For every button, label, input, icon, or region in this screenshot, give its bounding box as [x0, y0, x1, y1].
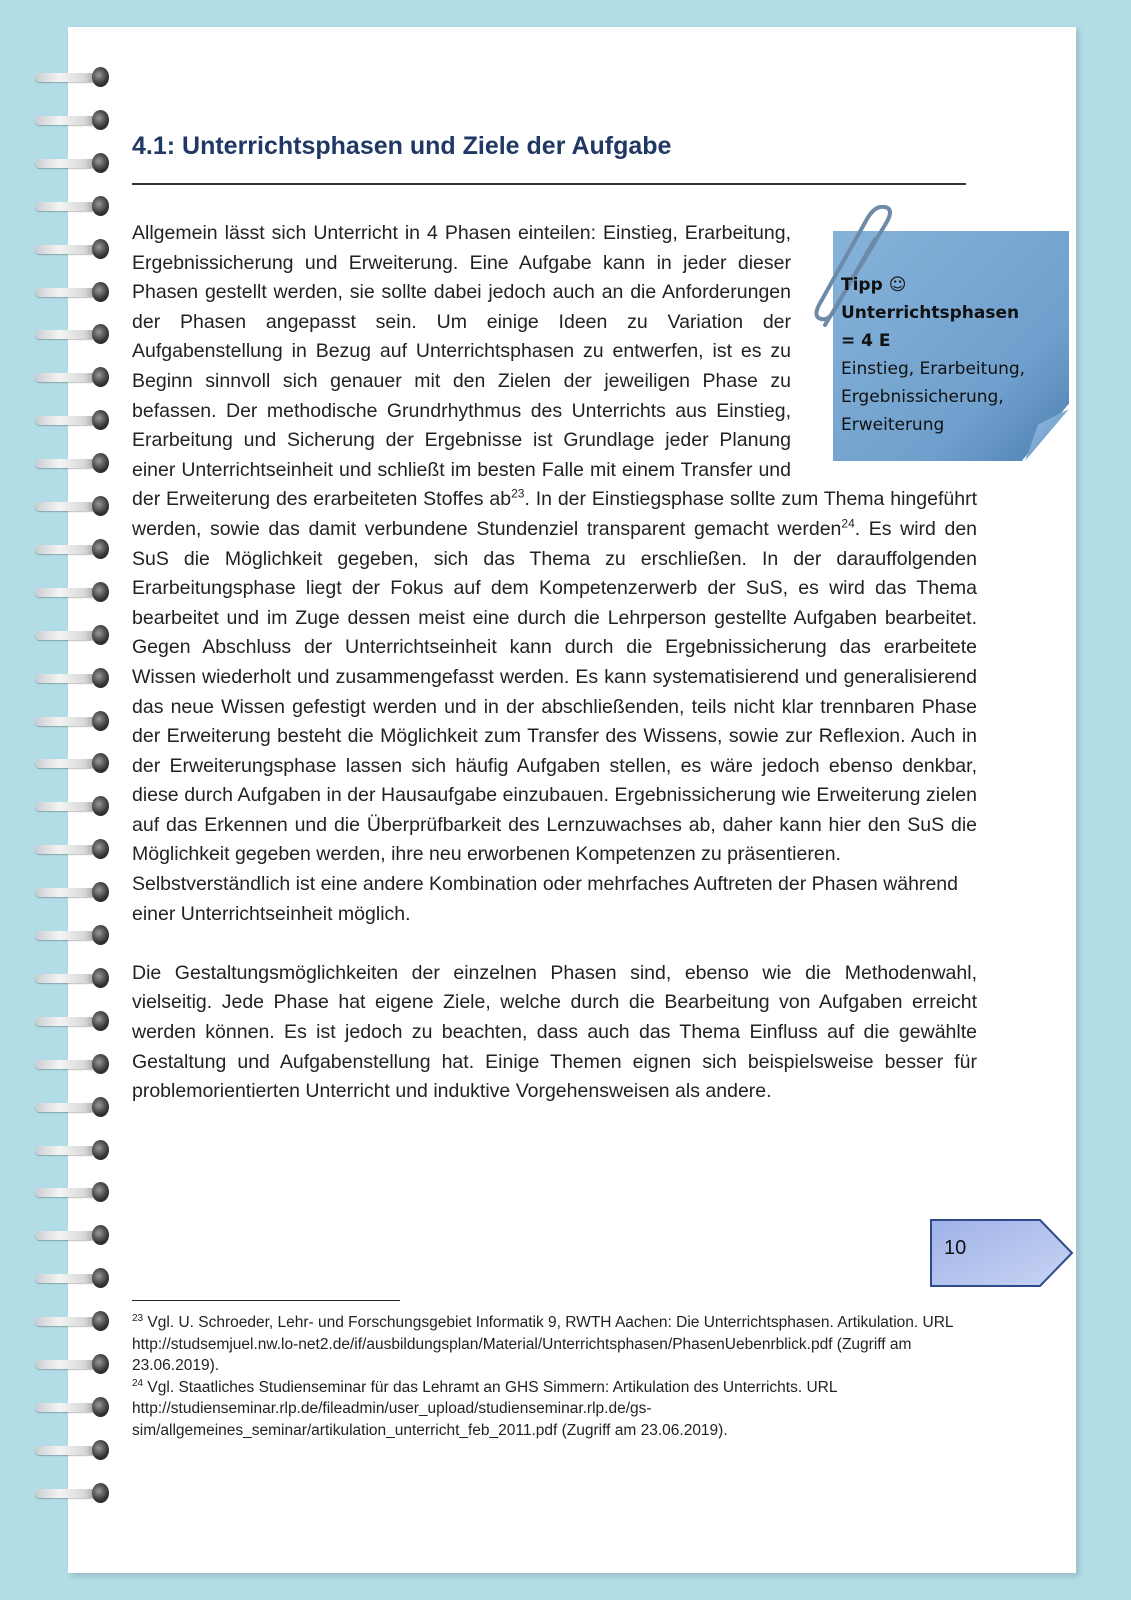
page-number: 10: [944, 1237, 967, 1259]
binding-ring: [35, 366, 115, 388]
tip-text: [841, 271, 1025, 439]
binding-ring: [35, 838, 115, 860]
paragraph-1-part-c: . Es wird den SuS die Möglichkeit gegeben, sich das Thema zu erschließen. In der darauffolgenden Erarbeitungsphase liegt der Fokus auf dem Kompetenzerwerb der SuS, es wird das Thema bearbeitet und im Zuge dessen meist eine durch die Lehrperson gestellte Aufgaben bearbeitet. Gegen Abschluss der Unterrichtseinheit kann durch die Ergebnissicherung das erarbeitete Wissen wiederholt und zusammengefasst werden. Es kann systematisierend und generalisierend das neue Wissen gefestigt werden und in der abschließenden, teils nicht klar trennbaren Phase der Erweiterung besteht die Möglichkeit zum Transfer des Wissens, sowie zur Reflexion. Auch in der Erweiterungsphase lassen sich häufig Aufgaben stellen, es wäre jedoch ebenso denkbar, diese durch Aufgaben in der Hausaufgabe einzubauen. Ergebnissicherung wie Erweiterung zielen auf das Erkennen und die Überprüfbarkeit des Lernzuwachses ab, daher kann hier den SuS die Möglichkeit gegeben werden, ihre neu erworbenen Kompetenzen zu präsentieren.: [132, 517, 978, 866]
paragraph-1-part-b: . In der Einstiegsphase sollte zum Thema hingeführt werden, sowie das damit verbundene Stundenziel transparent gemacht werden: [132, 488, 977, 540]
binding-ring: [35, 1139, 115, 1161]
binding-ring: [35, 323, 115, 345]
binding-ring: [35, 238, 115, 260]
binding-ring: [35, 1096, 115, 1118]
footnote-23: [132, 1312, 972, 1377]
binding-ring: [35, 1396, 115, 1418]
footnote-24: [132, 1377, 972, 1442]
binding-ring: [35, 1310, 115, 1332]
binding-ring: [35, 1181, 115, 1203]
tip-sticky-note: [805, 219, 1045, 481]
footnotes: [132, 1312, 972, 1441]
binding-ring: [35, 667, 115, 689]
binding-ring: [35, 66, 115, 88]
binding-ring: [35, 752, 115, 774]
footnote-ref-24[interactable]: 24: [841, 516, 855, 531]
smiley-icon: ☺: [888, 275, 907, 295]
title-divider: [132, 183, 966, 185]
binding-ring: [35, 152, 115, 174]
binding-ring: [35, 495, 115, 517]
paragraph-2: Selbstverständlich ist eine andere Kombination oder mehrfaches Auftreten der Phasen während einer Unterrichtseinheit möglich.: [132, 873, 958, 925]
tip-phases-3: Erweiterung: [841, 415, 945, 435]
tip-heading: Unterrichtsphasen: [841, 303, 1020, 323]
binding-ring: [35, 1482, 115, 1504]
binding-ring: [35, 1439, 115, 1461]
binding-ring: [35, 581, 115, 603]
binding-ring: [35, 1224, 115, 1246]
footnote-text: Vgl. Staatliches Studienseminar für das Lehramt an GHS Simmern: Artikulation des Unterrichts. URL http://studienseminar.rlp.de/fileadmin/user_upload/studienseminar.rlp.de/gs-sim/allgemeines_seminar/artikulation_unterricht_feb_2011.pdf (Zugriff am 23.06.2019).: [132, 1378, 837, 1439]
binding-ring: [35, 1053, 115, 1075]
page-number-badge: [930, 1219, 1074, 1287]
binding-ring: [35, 967, 115, 989]
binding-ring: [35, 109, 115, 131]
binding-ring: [35, 281, 115, 303]
binding-ring: [35, 1010, 115, 1032]
binding-ring: [35, 795, 115, 817]
tip-phases-1: Einstieg, Erarbeitung,: [841, 359, 1026, 379]
footnote-ref-23[interactable]: 23: [511, 486, 525, 501]
tip-phases-2: Ergebnissicherung,: [841, 387, 1004, 407]
footnote-number: 24: [132, 1377, 144, 1389]
binding-ring: [35, 409, 115, 431]
paragraph-3: Die Gestaltungsmöglichkeiten der einzelnen Phasen sind, ebenso wie die Methodenwahl, vielseitig. Jede Phase hat eigene Ziele, welche durch die Bearbeitung von Aufgaben erreicht werden können. Es ist jedoch zu beachten, dass auch das Thema Einfluss auf die gewählte Gestaltung und Aufgabenstellung hat. Einige Themen eignen sich beispielsweise besser für problemorientierten Unterricht und induktive Vorgehensweisen als andere.: [132, 961, 977, 1103]
binding-ring: [35, 1267, 115, 1289]
paragraph-1-part-a: Allgemein lässt sich Unterricht in 4 Phasen einteilen: Einstieg, Erarbeitung, Ergebnissicherung und Erweiterung. Eine Aufgabe kann in jeder dieser Phasen gestellt werden, sie sollte dabei jedoch auch an die Anforderungen der Phasen angepasst sein. Um einige Ideen zu Variation der Aufgabenstellung in Bezug auf Unterrichtsphasen zu entwerfen, ist es zu Beginn sinnvoll sich genauer mit den Zielen der jeweiligen Phase zu befassen. Der methodische Grundrhythmus des Unterrichts aus Einstieg, Erarbeitung und Sicherung der Ergebnisse ist Grundlage jeder Planung einer Unterrichtseinheit und schließt im besten Falle mit einem Transfer und der Erweiterung des erarbeiteten Stoffes ab: [132, 222, 791, 511]
binding-ring: [35, 881, 115, 903]
binding-ring: [35, 452, 115, 474]
binding-ring: [35, 538, 115, 560]
footnote-divider: [132, 1300, 400, 1301]
footnote-number: 23: [132, 1312, 144, 1324]
binding-ring: [35, 195, 115, 217]
binding-ring: [35, 624, 115, 646]
binding-ring: [35, 924, 115, 946]
binding-ring: [35, 1353, 115, 1375]
footnote-text: Vgl. U. Schroeder, Lehr- und Forschungsgebiet Informatik 9, RWTH Aachen: Die Unterrichtsphasen. Artikulation. URL http://studsemjuel.nw.lo-net2.de/if/ausbildungsplan/Material/Unterrichtsphasen/PhasenUebenrblick.pdf (Zugriff am 23.06.2019).: [132, 1314, 953, 1374]
page-title: 4.1: Unterrichtsphasen und Ziele der Aufgabe: [132, 132, 672, 160]
tip-label: Tipp: [841, 275, 883, 295]
tip-summary: = 4 E: [841, 331, 891, 351]
main-text: [132, 219, 1026, 1107]
binding-ring: [35, 710, 115, 732]
